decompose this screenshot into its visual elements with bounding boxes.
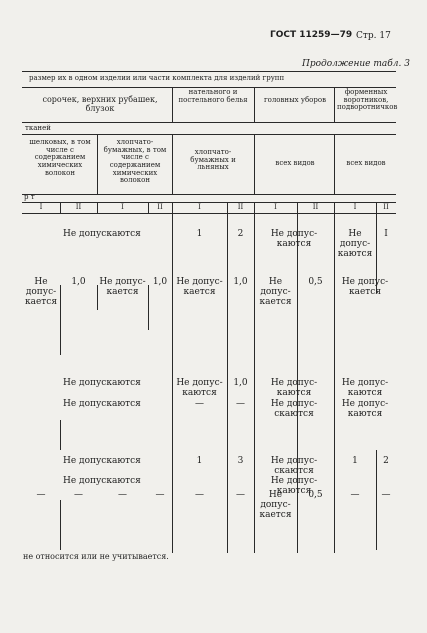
fabric-hats-all: всех видов — [275, 159, 315, 167]
fabric-silk: шелковых, в том числе с содержанием химических волокон — [29, 138, 91, 177]
cell-not-allowed-split: Не допус- каются — [270, 378, 318, 398]
grade-II: II — [75, 203, 82, 211]
grades-label: р т — [24, 193, 35, 201]
cell-not-allowed-split: Не допус- кается — [259, 490, 292, 520]
cell-not-allowed: Не допускаются — [63, 399, 141, 409]
grade-I: I — [198, 203, 201, 211]
grade-I: I — [121, 203, 124, 211]
rule-fabrics — [22, 194, 396, 195]
page-number: Стр. 17 — [356, 31, 391, 41]
fabrics-label: тканей — [25, 124, 51, 132]
cell-not-allowed-split: Не допус- каются — [176, 378, 223, 398]
grade-I: I — [39, 203, 43, 211]
grade-I: I — [353, 203, 357, 211]
cell-dash: — — [350, 490, 360, 500]
grade-II: II — [157, 203, 163, 211]
cell-value: 1,0 — [233, 378, 248, 388]
rule-grades-bottom — [22, 213, 396, 214]
cell-not-allowed-split: Не допус- каются — [337, 229, 373, 259]
group-collars: форменных воротников, подворотничков — [337, 88, 398, 112]
cell-value: 0,5 — [308, 490, 323, 500]
cell-value: 2 — [383, 456, 389, 466]
cell-dash: — — [74, 490, 83, 500]
cell-dash: — — [155, 490, 165, 500]
grade-II: II — [237, 203, 244, 211]
cell-not-allowed: Не допускаются — [63, 378, 141, 388]
cell-not-allowed-split: Не допус- кается — [99, 277, 146, 297]
grade-II: II — [312, 203, 319, 211]
cell-value: I — [384, 229, 388, 239]
cell-value: 1,0 — [233, 277, 248, 287]
continuation-note: Продолжение табл. 3 — [302, 59, 410, 69]
cell-value: 3 — [237, 456, 244, 466]
cell-not-allowed-split: Не допус- каются — [341, 399, 389, 419]
rule-top — [22, 71, 396, 72]
cell-not-allowed: Не допускаются — [63, 456, 141, 466]
grade-II: II — [383, 203, 389, 211]
cell-dash: — — [236, 490, 245, 500]
cell-dash: — — [236, 399, 245, 409]
grade-I: I — [274, 203, 277, 211]
cell-not-allowed-split: Не допус- каются — [270, 476, 318, 496]
cell-not-allowed-split: Не допус- кается — [176, 277, 223, 297]
group-underwear: нательного и постельного белья — [178, 88, 248, 104]
table-header-line: размер их в одном изделии или части комплекта для изделий групп — [29, 74, 285, 82]
cell-value: 1 — [196, 456, 203, 466]
fabric-collars-all: всех видов — [346, 159, 386, 167]
cell-not-allowed: Не допускаются — [63, 476, 141, 486]
cell-dash: — — [118, 490, 127, 500]
cell-value: 1 — [352, 456, 358, 466]
cell-not-allowed-split: Не допус- кается — [259, 277, 292, 307]
cell-not-allowed-split: Не допус- скаются — [270, 399, 318, 419]
cell-not-allowed-split: Не допус- кается — [24, 277, 57, 307]
standard-number: ГОСТ 11259—79 — [270, 30, 353, 40]
cell-not-allowed-split: Не допус- каются — [270, 229, 318, 249]
fabric-cotton: хлопчато-бумажных, в том числе с содержанием химических волокон — [103, 138, 167, 185]
cell-value: 2 — [237, 229, 244, 239]
cell-not-allowed-split: Не допус- скаются — [270, 456, 318, 476]
group-shirts: сорочек, верхних рубашек, блузок — [42, 95, 158, 113]
cell-dash: — — [381, 490, 391, 500]
cell-value: 1,0 — [152, 277, 168, 287]
cell-dash: — — [195, 490, 204, 500]
cell-not-allowed-split: Не допус- каются — [341, 378, 389, 398]
cell-dash: — — [195, 399, 204, 409]
cell-dash: — — [36, 490, 46, 500]
cell-value: 1 — [196, 229, 203, 239]
fabric-cotton-linen: хлопчато-бумажных и льняных — [190, 148, 236, 172]
cell-not-allowed: Не допускаются — [63, 229, 141, 239]
cell-value: 1,0 — [71, 277, 86, 287]
cell-value: 0,5 — [308, 277, 323, 287]
rule-fabrics-label — [22, 134, 396, 135]
rule-groups — [22, 122, 396, 123]
group-hats: головных уборов — [263, 96, 327, 104]
cell-not-allowed-split: Не допус- кается — [341, 277, 389, 297]
footnote: не относится или не учитывается. — [23, 552, 169, 561]
